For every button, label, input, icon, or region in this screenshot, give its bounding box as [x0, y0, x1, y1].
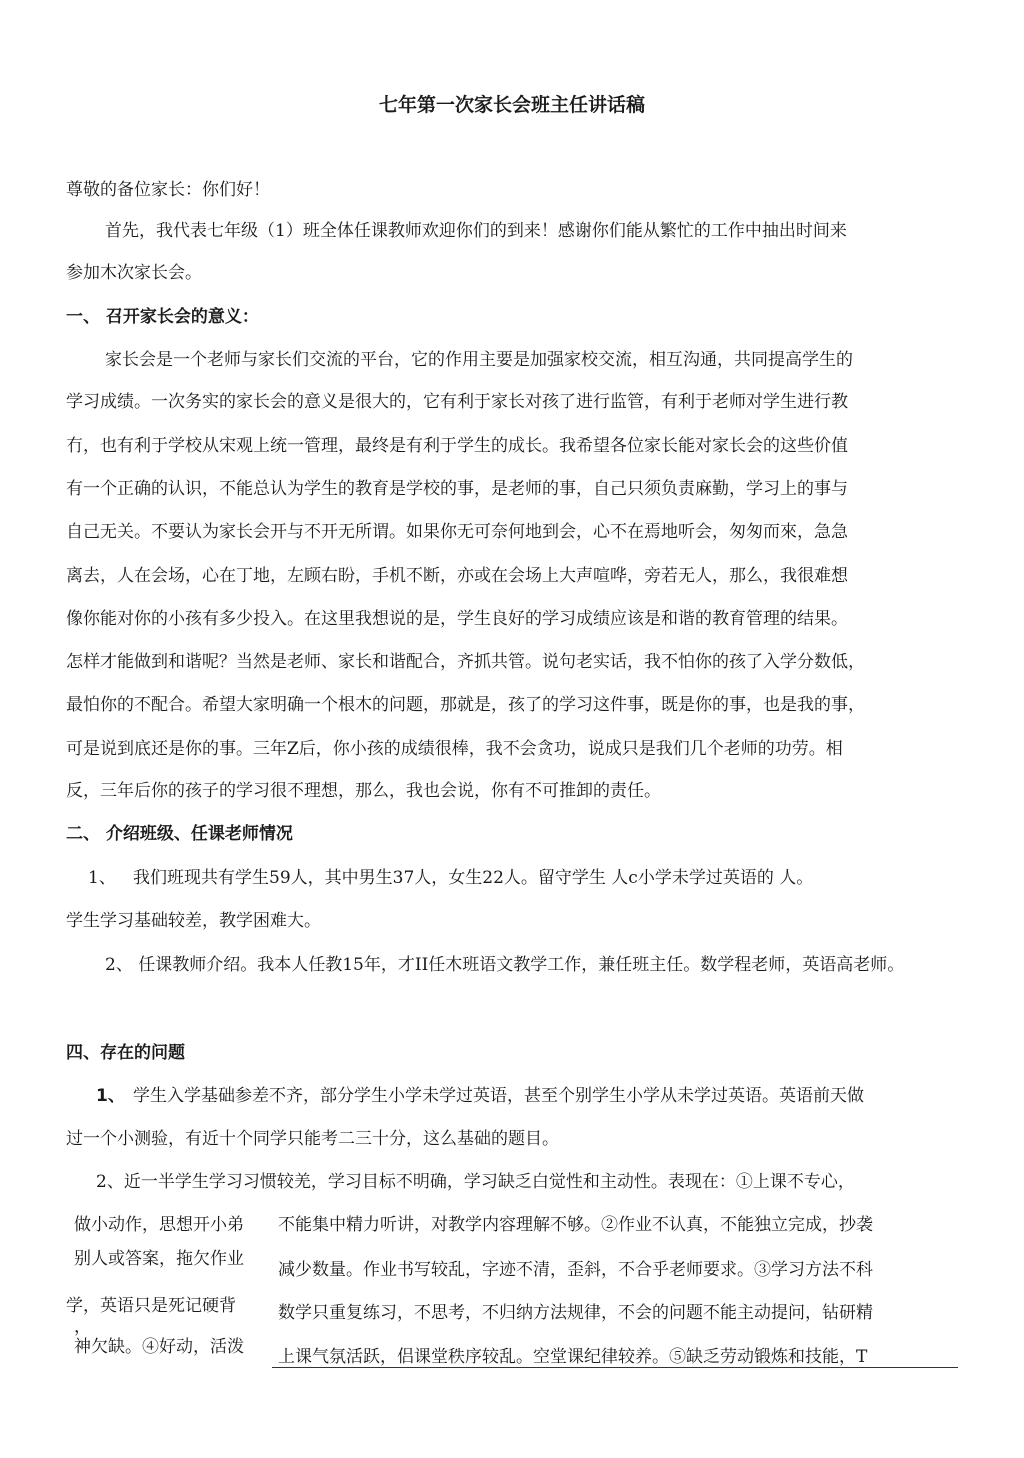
- left-column-line: ，: [74, 1317, 91, 1337]
- right-column-line: 不能集中精力听讲，对教学内容理解不够。②作业不认真，不能独立完成，抄袭: [278, 1215, 873, 1235]
- item-text: 学生入学基础参差不齐，部分学生小学未学过英语，甚至个别学生小学从未学过英语。英语前天做: [133, 1086, 864, 1106]
- item-number: 1、: [96, 1086, 125, 1106]
- paragraph-line: 像你能对你的小孩有多少投入。在这里我想说的是，学生良好的学习成绩应该是和谐的教育管理的结果。: [66, 609, 848, 629]
- section-2-heading: 二、 介绍班级、任课老师情况: [66, 824, 293, 844]
- left-column-line: 别人或答案，拖欠作业: [74, 1249, 244, 1269]
- paragraph-line: 家长会是一个老师与家长们交流的平台，它的作用主要是加强家校交流，相互沟通，共同提高学生的: [105, 350, 853, 370]
- paragraph-line: 冇，也有利于学校从宋观上统一管理，最终是有利于学生的成长。我希望各位家长能对家长会的这些价值: [66, 436, 848, 456]
- section-4-heading: 四、存在的问题: [66, 1043, 185, 1063]
- paragraph-line: 怎样才能做到和谐呢？当然是老师、家长和谐配合，齐抓共管。说句老实话，我不怕你的孩了入学分数低，: [66, 652, 865, 672]
- item-text: 我们班现共有学生59人，其中男生37人，女生22人。留守学生 人c小学未学过英语的 人。: [133, 868, 814, 888]
- item-text: 2、 任课教师介绍。我本人任教15年，才II任木班语文教学工作，兼任班主任。数学程老师，英语高老师。: [105, 955, 905, 975]
- paragraph-line: 反，三年后你的孩子的学习很不理想，那么，我也会说，你有不可推卸的责任。: [66, 781, 661, 801]
- bottom-rule: [272, 1367, 958, 1368]
- paragraph-line: 可是说到底还是你的事。三年Z后，你小孩的成绩很棒，我不会贪功，说成只是我们几个老师的功劳。相: [66, 739, 843, 759]
- intro-line: 参加木次家长会。: [66, 263, 202, 283]
- left-column-line: 做小动作，思想开小弟: [74, 1215, 244, 1235]
- right-column-line: 上课气氛活跃，侣课堂秩序较乱。空堂课纪律较养。⑤缺乏劳动锻炼和技能，T: [278, 1347, 868, 1367]
- paragraph-line: 自己无关。不要认为家长会开与不开无所谓。如果你无可奈何地到会，心不在焉地听会，匆匆而來，急急: [66, 522, 848, 542]
- paragraph-line: 有一个正确的认识，不能总认为学生的教育是学校的事，是老师的事，自己只须负责麻勤，学习上的事与: [66, 479, 848, 499]
- left-column-line: 学，英语只是死记硬背: [66, 1296, 236, 1316]
- item-text: 过一个小测验，有近十个同学只能考二三十分，这么基础的题目。: [66, 1129, 559, 1149]
- item-text: 学生学习基础较差，教学困难大。: [66, 911, 321, 931]
- section-1-heading: 一、 召开家长会的意义：: [66, 307, 259, 327]
- intro-line: 首先，我代表七年级（1）班全体任课教师欢迎你们的到来！感谢你们能从繁忙的工作中抽出时间来: [105, 221, 847, 241]
- document-title: 七年第一次家长会班主任讲话稿: [378, 94, 645, 116]
- right-column-line: 减少数量。作业书写较乱，字迹不清，歪斜，不合乎老师要求。③学习方法不科: [278, 1260, 873, 1280]
- item-number: 1、: [88, 868, 116, 888]
- paragraph-line: 离去，人在会场，心在丁地，左顾右盼，手机不断，亦或在会场上大声喧哗，旁若无人，那么，我很难想: [66, 566, 848, 586]
- paragraph-line: 学习成绩。一次务实的家长会的意义是很大的，它有利于家长对孩了进行监管，有利于老师对学生进行教: [66, 392, 848, 412]
- left-column-line: 神欠缺。④好动，活泼: [74, 1337, 244, 1357]
- greeting: 尊敬的备位家长：你们好！: [66, 180, 270, 200]
- item-text: 2、近一半学生学习习惯较羌，学习目标不明确，学习缺乏白觉性和主动性。表现在：①上课不专心，: [96, 1172, 855, 1192]
- right-column-line: 数学只重复练习，不思考，不归纳方法规律，不会的问题不能主动提问，钻研精: [278, 1303, 873, 1323]
- paragraph-line: 最怕你的不配合。希望大家明确一个根木的问题，那就是，孩了的学习这件事，既是你的事，也是我的事，: [66, 695, 865, 715]
